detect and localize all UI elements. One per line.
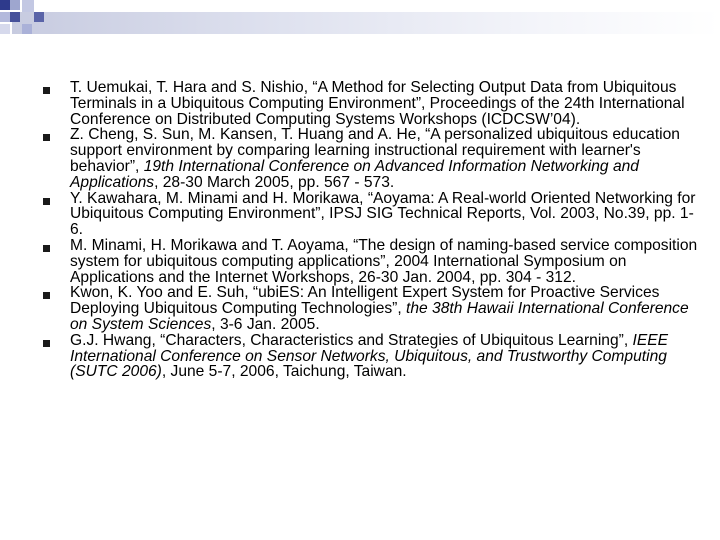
reference-segment: , 3-6 Jan. 2005. [211,315,320,333]
reference-item [40,333,704,380]
header-decoration [0,0,720,40]
reference-item [40,191,704,238]
reference-segment: , 28-30 March 2005, pp. 567 - 573. [154,173,395,191]
reference-text [70,190,695,239]
reference-item [40,80,704,127]
deco-square-light [22,0,34,12]
bullet-icon [43,245,50,252]
bullet-icon [43,87,50,94]
bullet-icon [43,198,50,205]
reference-text [70,126,680,190]
reference-venue-italic: IEEE International Conference on Sensor Networks, Ubiquitous, and Trustworthy Computing (SUTC 2006) [70,331,669,381]
deco-square-light [0,24,10,34]
reference-segment: M. Minami, H. Morikawa and T. Aoyama, “The design of naming-based service composition system for ubiquitous computing applications”, 2004 International Symposium on Applications and the Internet Workshops, 26-30 Jan. 2004, pp. 304 - 312. [70,236,698,286]
deco-square-light [22,24,32,34]
reference-segment: T. Uemukai, T. Hara and S. Nishio, “A Method for Selecting Output Data from Ubiquitous Terminals in a Ubiquitous Computing Environment”, Proceedings of the 24th International Conference on Distributed Computing Systems Workshops (ICDCSW’04). [70,79,685,128]
reference-venue-italic: 19th International Conference on Advanced Information Networking and Applications [70,157,639,191]
reference-segment: , June 5-7, 2006, Taichung, Taiwan. [161,363,407,381]
bullet-icon [43,340,50,347]
reference-text [70,284,689,333]
reference-item [40,238,704,285]
reference-item [40,285,704,332]
deco-square-dark [0,0,10,10]
deco-square-dark [34,12,44,22]
deco-square-dark [10,12,20,22]
bullet-icon [43,134,50,141]
reference-list [40,80,704,380]
reference-venue-italic: the 38th Hawaii International Conference on System Sciences [70,300,689,333]
reference-segment: Y. Kawahara, M. Minami and H. Morikawa, “Aoyama: A Real-world Oriented Networking for Ubiquitous Computing Environment”, IPSJ SIG Technical Reports, Vol. 2003, No.39, pp. 1-6. [70,189,696,239]
reference-text [70,79,685,128]
reference-item [40,127,704,190]
deco-square-light [10,0,20,10]
bullet-icon [43,292,50,299]
header-band [12,12,720,34]
reference-segment: G.J. Hwang, “Characters, Characteristics and Strategies of Ubiquitous Learning”, [70,331,633,349]
reference-text [70,237,697,286]
reference-text [70,332,668,381]
deco-square-light [0,12,10,22]
reference-segment: Kwon, K. Yoo and E. Suh, “ubiES: An Intelligent Expert System for Proactive Services Deploying Ubiquitous Computing Technologies”, [70,284,660,318]
reference-segment: Z. Cheng, S. Sun, M. Kansen, T. Huang and A. He, “A personalized ubiquitous education support environment by comparing learning instructional requirement with learner's behavior”, [70,126,680,175]
